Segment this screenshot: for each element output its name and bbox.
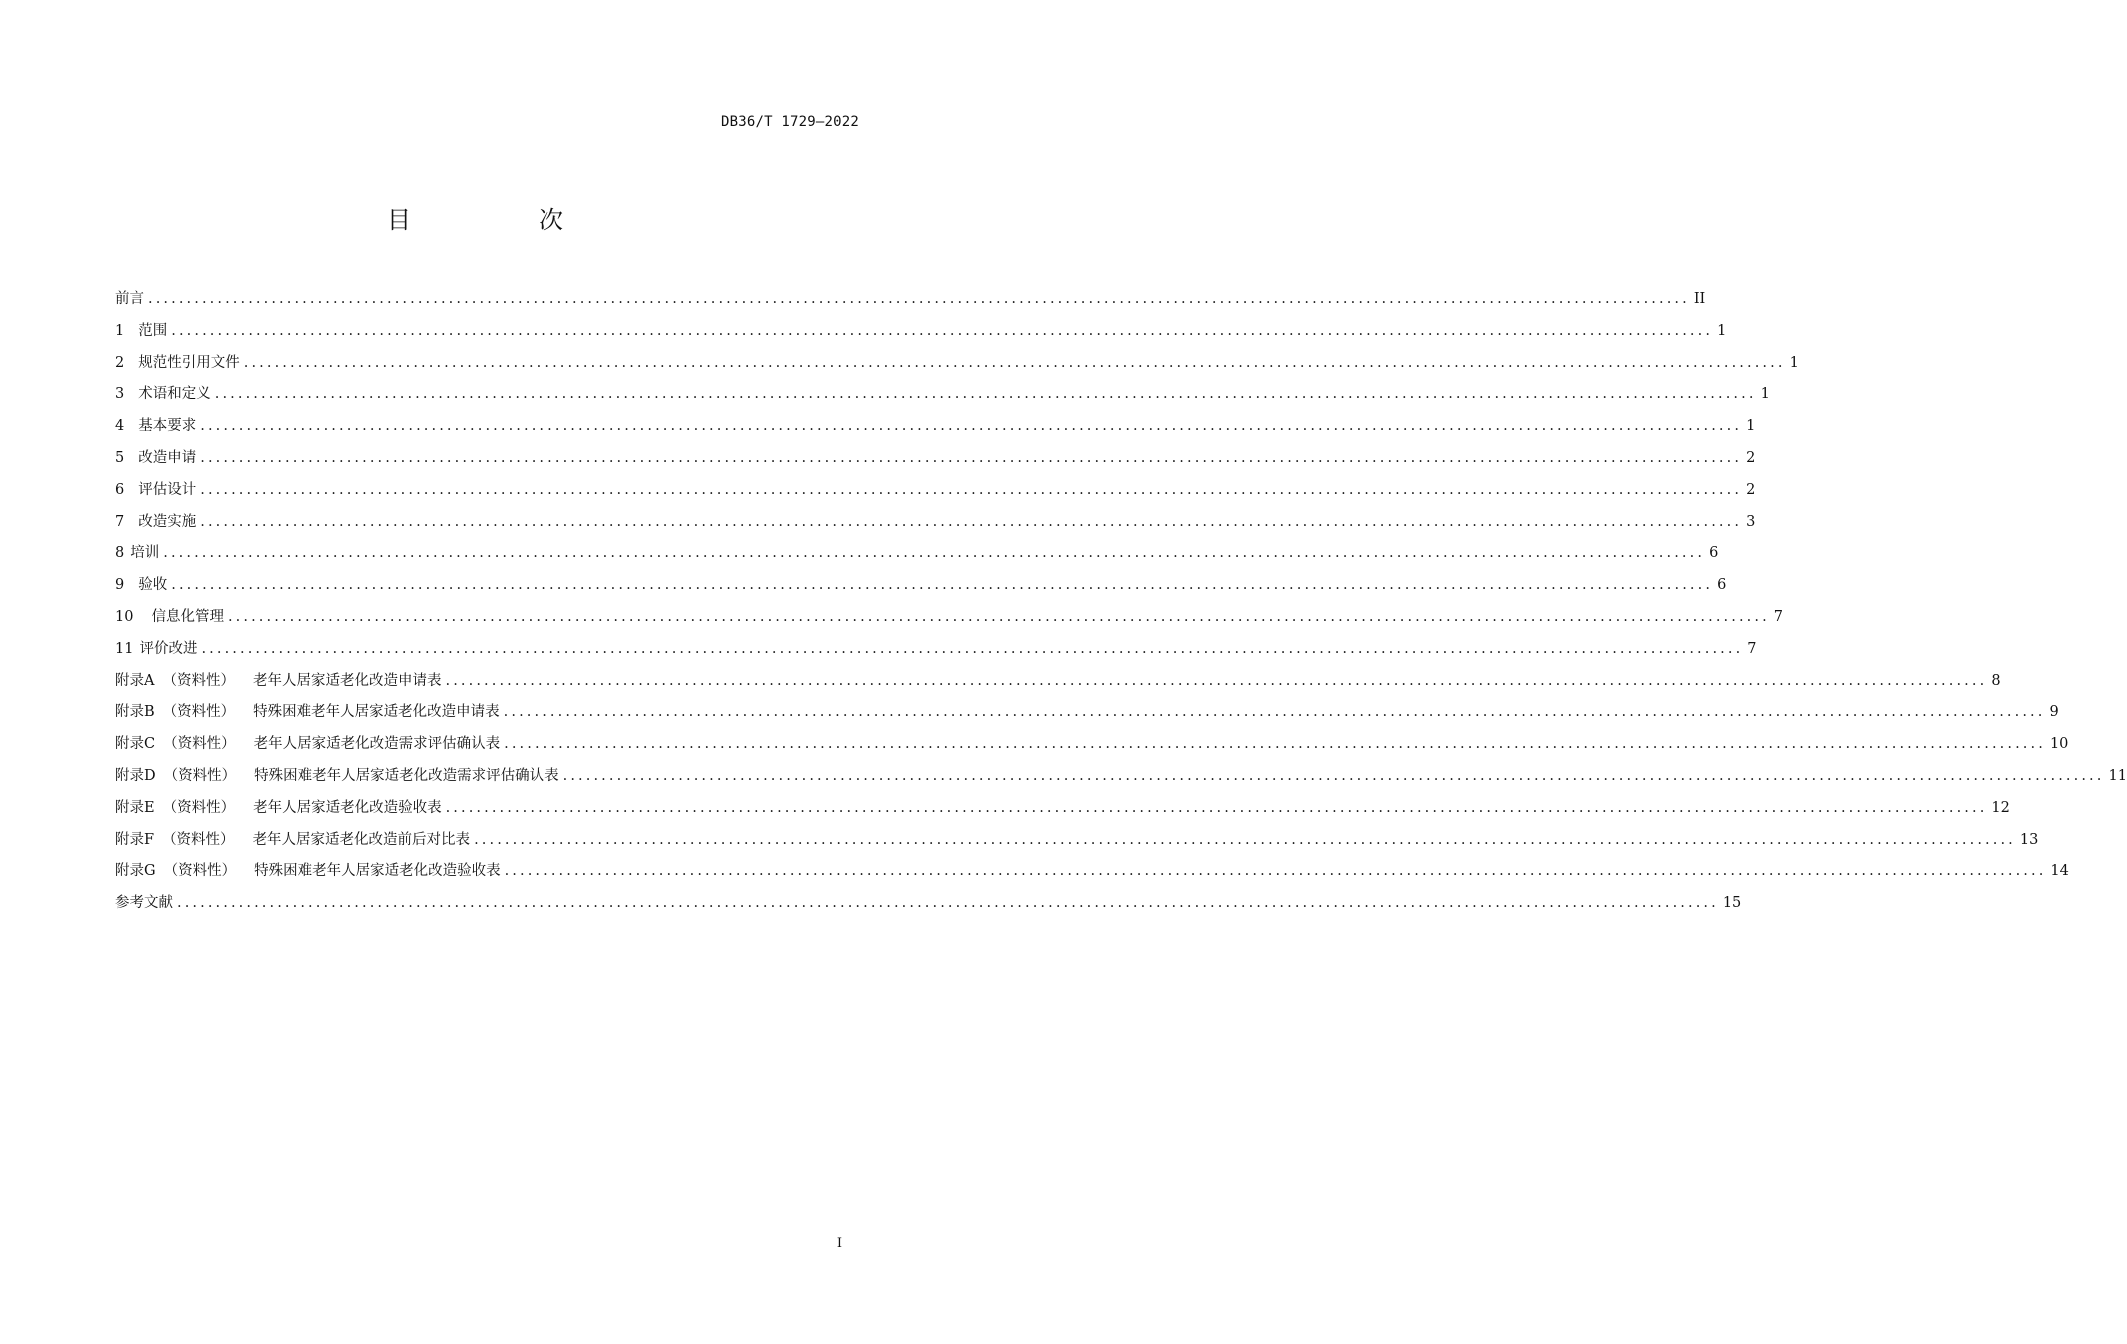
toc-entry-page: 13	[2019, 831, 2039, 848]
toc-entry-title: 特殊困难老年人居家适老化改造验收表	[254, 863, 501, 880]
toc-entry-page: 9	[2049, 704, 2059, 721]
toc-entry-page: 7	[1747, 640, 1757, 657]
toc-entry-page: 2	[1746, 449, 1756, 466]
toc-entry-scope[interactable]	[115, 319, 1727, 351]
toc-entry-appendix-c[interactable]	[115, 732, 2069, 764]
toc-entry-assessment-design[interactable]	[115, 478, 1756, 510]
toc-entry-foreword[interactable]	[115, 287, 1706, 319]
toc-entry-appendix-a[interactable]	[115, 669, 2001, 701]
toc-leader-dots: ........................................................................................................................................................................................................	[163, 545, 1706, 562]
toc-entry-number: 6	[115, 481, 125, 498]
toc-leader-dots: ........................................................................................................................................................................................................	[200, 513, 1743, 530]
toc-entry-appendix-b[interactable]	[115, 700, 2059, 732]
toc-entry-page: 8	[1991, 672, 2001, 689]
toc-entry-title: 老年人居家适老化改造需求评估确认表	[253, 736, 501, 753]
toc-entry-number: 附录C	[115, 736, 156, 753]
toc-leader-dots: ........................................................................................................................................................................................................	[504, 863, 2047, 880]
toc-entry-page: 1	[1789, 354, 1799, 371]
toc-entry-appendix-type: （资料性）	[162, 831, 235, 848]
toc-entry-number: 附录D	[115, 767, 156, 784]
toc-entry-title: 评价改进	[139, 640, 198, 657]
toc-entry-title: 术语和定义	[138, 386, 211, 403]
toc-entry-appendix-e[interactable]	[115, 796, 2010, 828]
toc-entry-number: 附录A	[115, 672, 155, 689]
page-number: I	[836, 1236, 842, 1251]
toc-entry-acceptance[interactable]	[115, 573, 1727, 605]
toc-entry-page: 14	[2050, 863, 2069, 880]
toc-entry-information-management[interactable]	[115, 605, 1784, 637]
toc-leader-dots: ........................................................................................................................................................................................................	[200, 449, 1743, 466]
toc-leader-dots: ........................................................................................................................................................................................................	[474, 831, 2016, 848]
toc-entry-appendix-type: （资料性）	[163, 767, 237, 784]
toc-entry-title: 评估设计	[138, 481, 197, 498]
toc-leader-dots: ........................................................................................................................................................................................................	[445, 672, 1988, 689]
toc-leader-dots: ........................................................................................................................................................................................................	[148, 291, 1690, 307]
toc-entry-page: 2	[1746, 481, 1756, 498]
toc-entry-page: 1	[1717, 322, 1727, 339]
toc-leader-dots: ........................................................................................................................................................................................................	[562, 767, 2105, 784]
toc-entry-normative-references[interactable]	[115, 351, 1799, 383]
toc-entry-title: 改造实施	[138, 513, 197, 530]
toc-entry-appendix-g[interactable]	[115, 859, 2069, 891]
toc-entry-appendix-f[interactable]	[115, 828, 2039, 860]
toc-entry-title: 老年人居家适老化改造申请表	[252, 672, 442, 689]
toc-entry-appendix-type: （资料性）	[162, 704, 236, 721]
toc-leader-dots: ........................................................................................................................................................................................................	[171, 577, 1714, 594]
toc-entry-implementation[interactable]	[115, 510, 1756, 542]
toc-entry-appendix-type: （资料性）	[162, 799, 236, 816]
toc-entry-number: 3	[115, 386, 125, 403]
toc-entry-title: 前言	[115, 291, 144, 307]
toc-entry-title: 验收	[138, 577, 168, 594]
toc-entry-page: 7	[1773, 608, 1784, 625]
toc-entry-title: 参考文献	[115, 895, 173, 912]
toc-entry-title: 范围	[138, 322, 168, 339]
toc-entry-page: 1	[1746, 418, 1756, 435]
toc-entry-page: II	[1693, 291, 1706, 307]
toc-leader-dots: ........................................................................................................................................................................................................	[200, 418, 1743, 435]
toc-entry-appendix-type: （资料性）	[163, 736, 236, 753]
toc-entry-appendix-type: （资料性）	[163, 863, 237, 880]
table-of-contents	[115, 287, 2127, 923]
toc-leader-dots: ........................................................................................................................................................................................................	[504, 736, 2046, 753]
toc-entry-evaluation-improvement[interactable]	[115, 637, 1757, 669]
toc-entry-page: 6	[1717, 577, 1727, 594]
toc-entry-title: 特殊困难老年人居家适老化改造需求评估确认表	[254, 767, 559, 784]
toc-entry-page: 15	[1722, 895, 1742, 912]
toc-leader-dots: ........................................................................................................................................................................................................	[200, 481, 1743, 498]
toc-entry-page: 6	[1709, 545, 1719, 562]
toc-entry-appendix-d[interactable]	[115, 764, 2127, 796]
toc-entry-number: 4	[115, 418, 125, 435]
toc-entry-number: 附录B	[115, 704, 155, 721]
toc-title: 目 次	[387, 206, 615, 234]
toc-leader-dots: ........................................................................................................................................................................................................	[214, 386, 1757, 403]
toc-entry-title: 老年人居家适老化改造前后对比表	[252, 831, 471, 848]
toc-leader-dots: ........................................................................................................................................................................................................	[201, 640, 1744, 657]
toc-entry-title: 改造申请	[138, 449, 197, 466]
toc-entry-number: 附录E	[115, 799, 155, 816]
toc-entry-title: 老年人居家适老化改造验收表	[253, 799, 442, 816]
toc-entry-page: 11	[2108, 767, 2127, 784]
toc-entry-number: 附录F	[115, 831, 155, 848]
toc-entry-title: 规范性引用文件	[138, 354, 240, 371]
toc-entry-title: 特殊困难老年人居家适老化改造申请表	[253, 704, 500, 721]
toc-entry-training[interactable]	[115, 541, 1719, 573]
toc-entry-page: 12	[1991, 799, 2010, 816]
toc-entry-number: 11	[115, 640, 134, 657]
toc-entry-appendix-type: （资料性）	[162, 672, 235, 689]
toc-leader-dots: ........................................................................................................................................................................................................	[171, 322, 1714, 339]
toc-leader-dots: ........................................................................................................................................................................................................	[177, 895, 1719, 912]
toc-entry-page: 3	[1746, 513, 1756, 530]
toc-leader-dots: ........................................................................................................................................................................................................	[227, 608, 1770, 625]
toc-leader-dots: ........................................................................................................................................................................................................	[445, 799, 1988, 816]
toc-entry-number: 10	[115, 608, 134, 625]
toc-leader-dots: ........................................................................................................................................................................................................	[503, 704, 2046, 721]
toc-entry-title: 信息化管理	[151, 608, 224, 625]
toc-entry-title: 培训	[130, 545, 160, 562]
toc-entry-page: 1	[1760, 386, 1770, 403]
toc-entry-number: 8	[115, 545, 125, 562]
toc-entry-number: 1	[115, 322, 125, 339]
toc-entry-number: 7	[115, 513, 125, 530]
toc-leader-dots: ........................................................................................................................................................................................................	[243, 354, 1786, 371]
toc-entry-application[interactable]	[115, 446, 1756, 478]
document-code: DB36/T 1729—2022	[720, 114, 859, 130]
toc-entry-number: 附录G	[115, 863, 156, 880]
toc-entry-page: 10	[2049, 736, 2069, 753]
toc-entry-basic-requirements[interactable]	[115, 414, 1756, 446]
toc-entry-bibliography[interactable]	[115, 891, 1742, 923]
toc-entry-terms-definitions[interactable]	[115, 382, 1770, 414]
toc-entry-number: 9	[115, 577, 125, 594]
toc-entry-title: 基本要求	[138, 418, 197, 435]
toc-entry-number: 5	[115, 449, 125, 466]
toc-entry-number: 2	[115, 354, 125, 371]
